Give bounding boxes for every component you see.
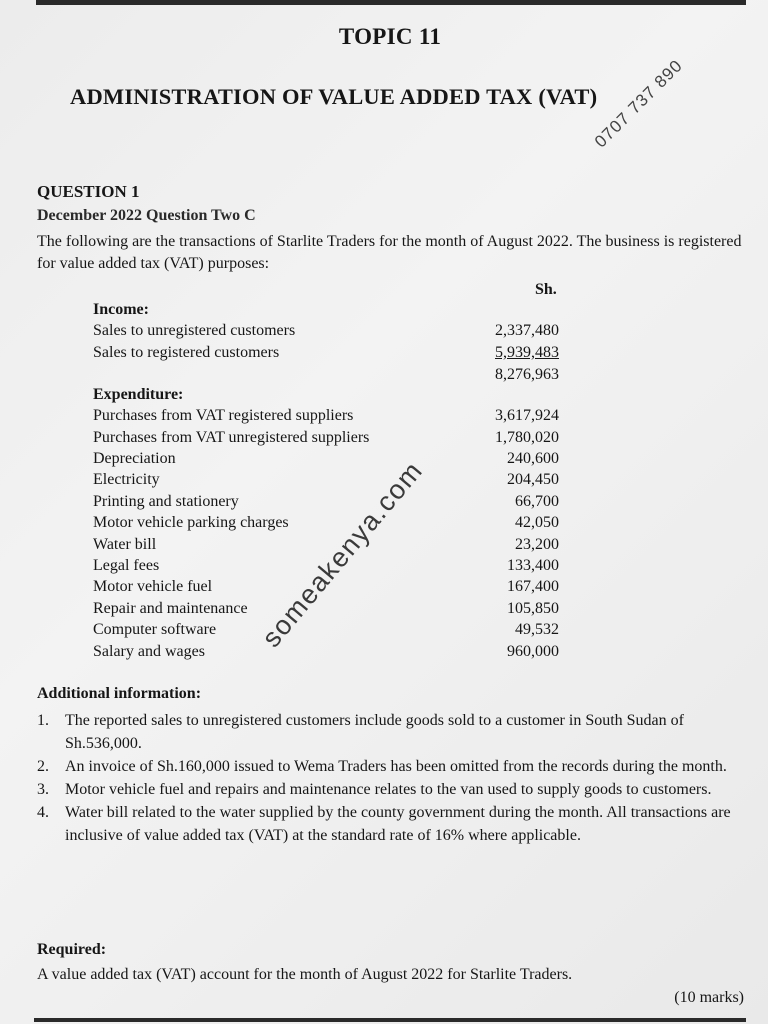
list-item: [37, 778, 742, 801]
table-row: [93, 469, 559, 490]
row-amount: 49,532: [515, 621, 559, 638]
row-amount: 204,450: [507, 471, 559, 488]
row-amount: 66,700: [515, 493, 559, 510]
income-heading: Income:: [93, 301, 149, 318]
list-item: [37, 709, 742, 755]
row-amount: 960,000: [507, 643, 559, 660]
income-heading-row: [93, 299, 559, 320]
list-text: The reported sales to unregistered customers include goods sold to a customer in South Sudan of Sh.536,000.: [65, 712, 684, 752]
row-amount: 167,400: [507, 578, 559, 595]
required-heading: Required:: [37, 941, 107, 958]
required-text: A value added tax (VAT) account for the month of August 2022 for Starlite Traders.: [37, 966, 573, 983]
row-label: Depreciation: [93, 450, 176, 467]
question-source: December 2022 Question Two C: [37, 207, 256, 224]
list-item: [37, 801, 742, 847]
row-label: Sales to registered customers: [93, 344, 280, 361]
row-label: Sales to unregistered customers: [93, 322, 296, 339]
expenditure-heading-row: [93, 384, 559, 405]
table-row: [93, 619, 559, 640]
table-row: [93, 641, 559, 662]
top-rule: [36, 0, 746, 5]
additional-info-list: [37, 709, 742, 847]
site-watermark: someakenya.com: [256, 455, 429, 653]
row-label: Motor vehicle fuel: [93, 578, 213, 595]
page-title: ADMINISTRATION OF VALUE ADDED TAX (VAT): [70, 84, 598, 109]
row-label: Printing and stationery: [93, 493, 239, 510]
topic-heading: TOPIC 11: [338, 24, 442, 49]
table-row: [93, 598, 559, 619]
table-row: [93, 512, 559, 533]
phone-watermark: 0707 737 890: [590, 55, 687, 152]
list-number: 4.: [37, 804, 49, 821]
currency-header: Sh.: [535, 281, 557, 298]
row-label: Motor vehicle parking charges: [93, 514, 289, 531]
row-amount: 2,337,480: [495, 322, 559, 339]
row-amount: 1,780,020: [495, 429, 559, 446]
row-amount: 5,939,483: [495, 344, 559, 361]
bottom-rule: [34, 1018, 746, 1022]
row-label: Purchases from VAT unregistered suppliers: [93, 429, 370, 446]
marks-label: (10 marks): [674, 989, 744, 1006]
row-label: Repair and maintenance: [93, 600, 248, 617]
income-total-row: [93, 364, 559, 385]
additional-info-heading: Additional information:: [37, 685, 202, 702]
list-number: 1.: [37, 712, 49, 729]
table-row: [93, 320, 559, 341]
list-number: 2.: [37, 758, 49, 775]
list-text: Water bill related to the water supplied by the county government during the month. All transactions are inclusive of value added tax (VAT) at the standard rate of 16% where applicable.: [65, 804, 731, 844]
row-amount: 240,600: [507, 450, 559, 467]
row-label: Legal fees: [93, 557, 160, 574]
row-amount: 23,200: [515, 536, 559, 553]
table-row: [93, 342, 559, 363]
list-number: 3.: [37, 781, 49, 798]
table-row: [93, 427, 559, 448]
list-item: [37, 755, 742, 778]
row-amount: 3,617,924: [495, 407, 559, 424]
expenditure-heading: Expenditure:: [93, 386, 184, 403]
row-label: Computer software: [93, 621, 217, 638]
income-total: 8,276,963: [495, 366, 559, 383]
row-label: Water bill: [93, 536, 157, 553]
row-amount: 133,400: [507, 557, 559, 574]
row-label: Electricity: [93, 471, 160, 488]
table-row: [93, 491, 559, 512]
question-heading: QUESTION 1: [37, 182, 140, 201]
row-amount: 105,850: [507, 600, 559, 617]
row-label: Salary and wages: [93, 643, 205, 660]
list-text: Motor vehicle fuel and repairs and maintenance relates to the van used to supply goods to customers.: [65, 781, 712, 798]
row-amount: 42,050: [515, 514, 559, 531]
table-row: [93, 405, 559, 426]
row-label: Purchases from VAT registered suppliers: [93, 407, 354, 424]
question-intro: The following are the transactions of Starlite Traders for the month of August 2022. The business is registered for value added tax (VAT) purposes:: [37, 233, 742, 272]
list-text: An invoice of Sh.160,000 issued to Wema Traders has been omitted from the records during the month.: [65, 758, 727, 775]
table-row: [93, 448, 559, 469]
